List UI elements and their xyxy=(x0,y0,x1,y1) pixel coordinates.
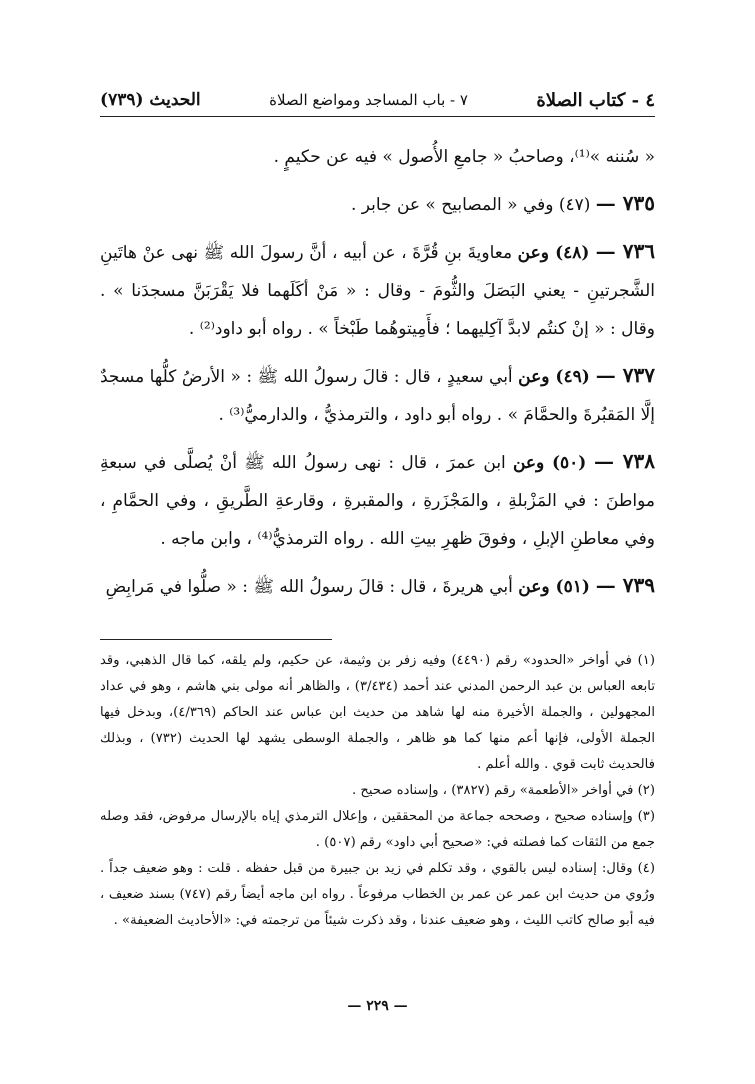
main-text xyxy=(100,138,655,614)
footnote-1: (١) في أواخر «الحدود» رقم (٤٤٩٠) وفيه زفر بن وثيمة، عن حكيم، ولم يلقه، كما قال الذهبي، وقد تابعه العباس بن عبد الرحمن المدني عند أحمد (٣/٤٣٤) ، والظاهر أنه مولى بني هاشم ، وهو في عداد المجهولين ، والجملة الأخيرة منه لها شاهد من حديث ابن عباس عند الحاكم (٤/٣٦٩)، وبدخل فيها الجملة الأولى، فإنها أعم منها كما هو ظاهر ، والجملة الوسطى يشهد لها الحديث (٧٣٢) ، وبذلك فالحديث ثابت قوي . والله أعلم . xyxy=(100,653,656,772)
hadith-735 xyxy=(100,184,655,224)
hadith-736 xyxy=(100,232,655,348)
hadith-text: أبي هريرةَ ، قال : قالَ رسولُ الله ﷺ : « صلُّوا في مَرابِضِ xyxy=(105,577,519,597)
running-header xyxy=(100,84,655,117)
footnote-2: (٢) في أواخر «الأطعمة» رقم (٣٨٢٧) ، وإسناده صحيح . xyxy=(351,783,655,798)
footnote-4: (٤) وقال: إسناده ليس بالقوي ، وقد تكلم في زيد بن جبيرة من قبل حفظه . قلت : وهو ضعيف جداً . ورُوي من حديث ابن عمر عن عمر بن الخطاب مرفوعاً . رواه ابن ماجه أيضاً رقم (٧٤٧) بسند ضعيف ، فيه أبو صالح كاتب الليث ، وهو ضعيف عندنا ، وقد ذكرت شيئاً من ترجمته في: «الأحاديث الضعيفة» . xyxy=(100,861,655,928)
chapter-title: ٤ - كتاب الصلاة xyxy=(536,89,655,111)
continuation-line: « سُننه »⁽¹⁾، وصاحبُ « جامعِ الأُصول » فيه عن حكيمٍ . xyxy=(273,147,655,167)
hadith-number: ٧٣٥ — xyxy=(595,191,655,215)
hadith-text: معاويةَ بنِ قُرَّةَ ، عن أبيه ، أنَّ رسولَ الله ﷺ نهى عنْ هاتَينِ الشَّجرتينِ - يعني البَصَلَ والثُّومَ - وقال : « مَنْ أكَلَهما فلا يَقْرَبَنَّ مسجدَنا » . وقال : « إنْ كنتُم لابدَّ آكِليهما ؛ فأَمِيتوهُما طَبْخاً » . رواه أبو داود⁽²⁾ . xyxy=(100,243,655,339)
hadith-intro: (٤٨) وعن xyxy=(517,243,596,263)
footnotes xyxy=(100,648,655,934)
footnote-separator xyxy=(100,639,332,640)
hadith-reference: الحديث (٧٣٩) xyxy=(100,90,201,110)
hadith-738 xyxy=(100,442,655,558)
hadith-number: ٧٣٧ — xyxy=(595,363,656,387)
hadith-text: أبي سعيدٍ ، قال : قالَ رسولُ الله ﷺ : « الأرضُ كلُّها مسجدٌ إلَّا المَقبُرةَ والحمَّامَ » . رواه أبو داود ، والترمذيُّ ، والدارميُّ⁽³⁾ . xyxy=(100,367,655,425)
hadith-intro: (٥١) وعن xyxy=(518,577,596,597)
hadith-text: (٤٧) وفي « المصابيح » عن جابر . xyxy=(350,195,596,215)
hadith-intro: (٤٩) وعن xyxy=(518,367,596,387)
hadith-number: ٧٣٨ — xyxy=(594,449,656,473)
footnote-3: (٣) وإسناده صحيح ، وصححه جماعة من المحققين ، وإعلال الترمذي إياه بالإرسال مرفوض، فقد وصله جمع من الثقات كما فصلته في: «صحيح أبي داود» رقم (٥٠٧) . xyxy=(100,809,655,850)
section-title: ٧ - باب المساجد ومواضع الصلاة xyxy=(269,91,468,109)
hadith-text: ابن عمرَ ، قال : نهى رسولُ الله ﷺ أنْ يُصلَّى في سبعةِ مواطنَ : في المَزْبلةِ ، والمَجْزَرةِ ، والمقبرةِ ، وقارعةِ الطَّريقِ ، وفي الحمَّامِ ، وفي معاطنِ الإبلِ ، وفوقَ ظهرِ بيتِ الله . رواه الترمذيُّ⁽⁴⁾ ، وابن ماجه . xyxy=(100,453,655,549)
page-number: — ٢٢٩ — xyxy=(347,998,408,1014)
hadith-737 xyxy=(100,356,655,434)
hadith-intro: (٥٠) وعن xyxy=(512,453,595,473)
hadith-number: ٧٣٩ — xyxy=(595,573,655,597)
hadith-739 xyxy=(100,566,655,606)
hadith-number: ٧٣٦ — xyxy=(595,239,655,263)
